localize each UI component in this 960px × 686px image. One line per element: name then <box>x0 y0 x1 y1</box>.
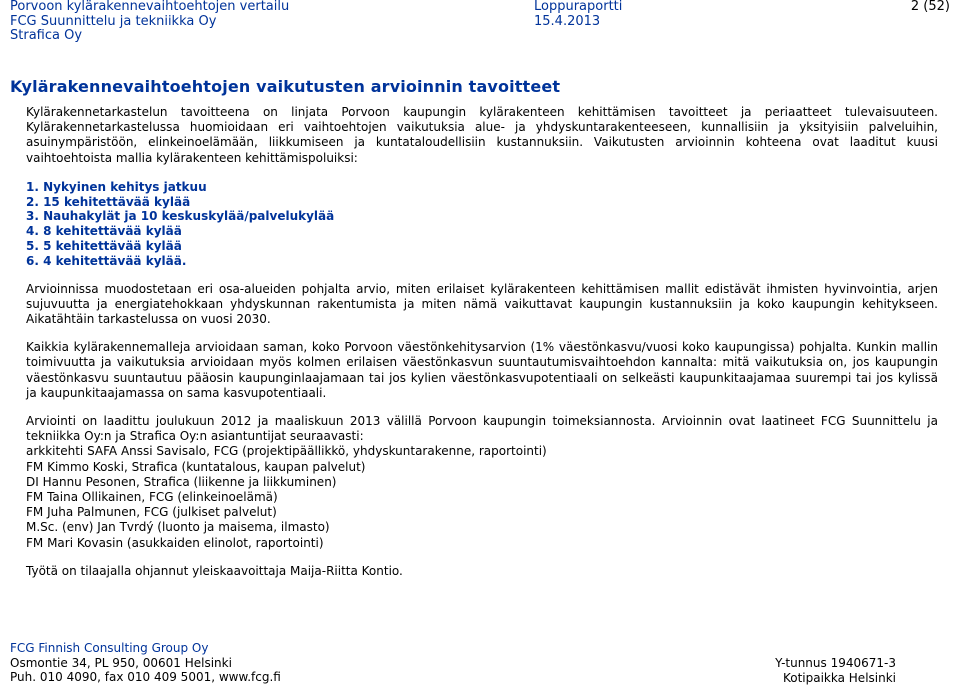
list-item: 5. 5 kehitettävää kylää <box>26 239 182 253</box>
assessment-paragraph: Arvioinnissa muodostetaan eri osa-alueiden pohjalta arvio, miten erilaiset kylärakenteen kehittämisen mallit edistävät ihmisten hyvinvointia, arjen sujuvuutta ja energiatehokkaan yhdyskunnan rakentumista ja miten nämä vaikuttavat kaupungin kustannuksiin ja koko kaupungin kehitykseen. Aikatähtäin tarkastelussa on vuosi 2030. <box>26 281 938 326</box>
header-left <box>10 0 289 44</box>
list-item: arkkitehti SAFA Anssi Savisalo, FCG (projektipäällikkö, yhdyskuntarakenne, raportointi) <box>26 444 547 459</box>
growth-paragraph: Kaikkia kylärakennemalleja arvioidaan saman, koko Porvoon väestönkehitysarvion (1% väestönkasvu/vuosi koko kaupungissa) pohjalta. Kunkin mallin toimivuutta ja vaikutuksia arvioidaan myös kolmen erilaisen väestönkasvun suuntautumisvaihtoehdon kannalta: mitä vaikutuksia on, jos kaupungin väestönkasvu suuntautuu pääosin kaupunginlaajamaan tai jos kylien väestönkasvupotentiaali on selkeästi kaupunkitaajamaa suurempi tai jos kylissä ja kaupunkitaajamassa on sama kasvupotentiaali. <box>26 340 938 400</box>
experts-intro: Arviointi on laadittu joulukuun 2012 ja maaliskuun 2013 välillä Porvoon kaupungin toimeksiannosta. Arvioinnin ovat laatineet FCG Suunnittelu ja tekniikka Oy:n ja Strafica Oy:n asiantuntijat seuraavasti: <box>26 414 938 444</box>
footer-address-block <box>10 641 281 685</box>
list-item: 2. 15 kehitettävää kylää <box>26 194 191 209</box>
section-heading: Kylärakennevaihtoehtojen vaikutusten arvioinnin tavoitteet <box>10 77 561 96</box>
list-item: M.Sc. (env) Jan Tvrdý (luonto ja maisema, ilmasto) <box>26 520 330 535</box>
guidance-paragraph: Työtä on tilaajalla ohjannut yleiskaavoittaja Maija-Riitta Kontio. <box>26 563 403 578</box>
list-item: FM Mari Kovasin (asukkaiden elinolot, raportointi) <box>26 535 324 550</box>
page-number: 2 (52) <box>910 0 950 14</box>
report-date: 15.4.2013 <box>534 13 601 29</box>
list-item: FM Kimmo Koski, Strafica (kuntatalous, kaupan palvelut) <box>26 459 366 474</box>
document-title: Porvoon kylärakennevaihtoehtojen vertailu <box>10 0 290 14</box>
list-item: 1. Nykyinen kehitys jatkuu <box>26 179 207 194</box>
footer-registration-block <box>775 656 896 685</box>
footer-contact: Puh. 010 4090, fax 010 409 5001, www.fcg.fi <box>10 670 281 684</box>
author-company: FCG Suunnittelu ja tekniikka Oy <box>10 13 217 29</box>
list-item: FM Juha Palmunen, FCG (julkiset palvelut) <box>26 505 277 520</box>
list-item: 3. Nauhakylät ja 10 keskuskylää/palvelukylää <box>26 209 335 224</box>
list-item: 6. 4 kehitettävää kylää. <box>26 253 187 268</box>
list-item: 4. 8 kehitettävää kylää <box>26 224 182 239</box>
header-middle <box>534 0 622 29</box>
footer-address: Osmontie 34, PL 950, 00601 Helsinki <box>10 655 232 670</box>
report-type: Loppuraportti <box>534 0 623 14</box>
list-item: DI Hannu Pesonen, Strafica (liikenne ja liikkuminen) <box>26 474 337 489</box>
alternatives-list <box>26 180 938 269</box>
main-content <box>26 105 938 579</box>
experts-list <box>26 444 938 550</box>
footer-domicile: Kotipaikka Helsinki <box>782 670 896 685</box>
intro-paragraph: Kylärakennetarkastelun tavoitteena on linjata Porvoon kaupungin kylärakenteen kehittämisen tavoitteet ja periaatteet tulevaisuuteen. Kylärakennetarkastelussa huomioidaan eri vaihtoehtojen vaikutuksia alue- ja yhdyskuntarakenteeseen, kunnallisiin ja yksityisiin palveluihin, asuinympäristöön, elinkeinoelämään, liikkumiseen ja kuntataloudellisiin kustannuksiin. Vaikutusten arvioinnin kohteena ovat laaditut kuusi vaihtoehtoista mallia kylärakenteen kehittämispoluiksi: <box>26 105 938 165</box>
list-item: FM Taina Ollikainen, FCG (elinkeinoelämä) <box>26 490 278 505</box>
footer-business-id: Y-tunnus 1940671-3 <box>775 656 896 670</box>
footer-company: FCG Finnish Consulting Group Oy <box>10 641 209 655</box>
partner-company: Strafica Oy <box>10 28 83 43</box>
